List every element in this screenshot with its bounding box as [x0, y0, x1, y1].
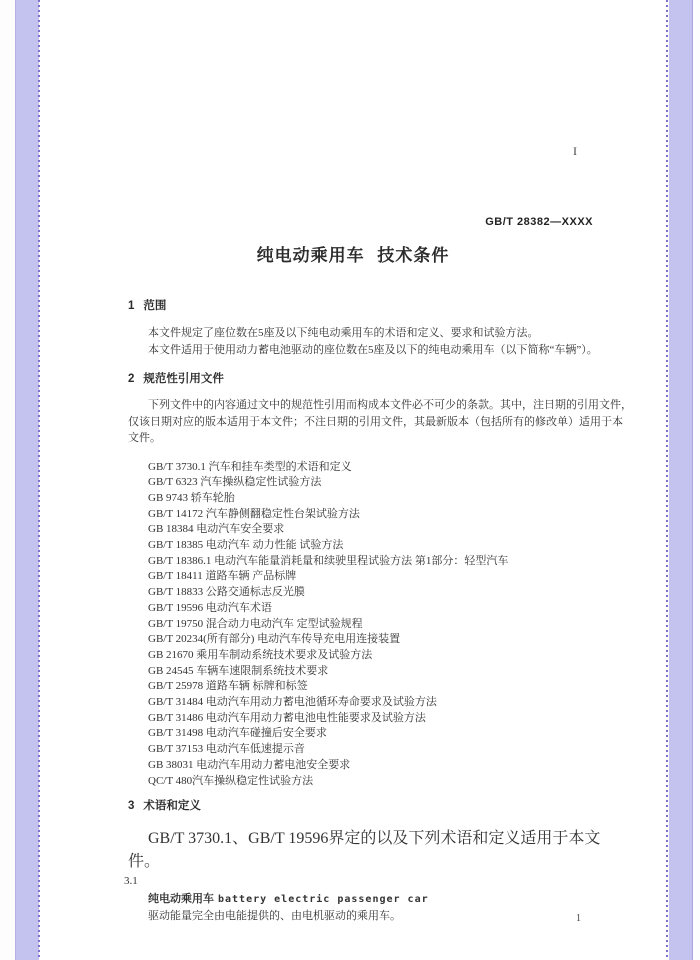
- section-heading: [128, 299, 630, 313]
- paragraph: 本文件规定了座位数在5座及以下纯电动乘用车的术语和定义、要求和试验方法。: [148, 327, 539, 339]
- reference-item: GB/T 31484 电动汽车用动力蓄电池循环寿命要求及试验方法: [148, 696, 437, 709]
- binding-band-right: [669, 0, 693, 960]
- reference-item: GB/T 3730.1 汽车和挂车类型的术语和定义: [148, 460, 352, 473]
- reference-item: GB/T 6323 汽车操纵稳定性试验方法: [148, 476, 322, 489]
- term-name-en: battery electric passenger car: [218, 893, 429, 905]
- front-matter-page-marker: I: [573, 144, 577, 158]
- scope-paragraphs: [128, 325, 630, 358]
- term-name-zh: 纯电动乘用车: [148, 892, 214, 905]
- reference-item: GB/T 25978 道路车辆 标牌和标签: [148, 680, 308, 693]
- reference-item: GB/T 18833 公路交通标志反光膜: [148, 586, 305, 599]
- paragraph-line: 仅该日期对应的版本适用于本文件；不注日期的引用文件，其最新版本（包括所有的修改单）适用于本: [128, 415, 623, 428]
- section-heading-label: 术语和定义: [143, 800, 201, 812]
- binding-band-left: [15, 0, 39, 960]
- term-number: 3.1: [124, 875, 138, 887]
- reference-item: GB 18384 电动汽车安全要求: [148, 523, 285, 536]
- section-number: 3: [128, 800, 135, 812]
- page-number: 1: [576, 913, 581, 924]
- section-scope: [128, 299, 630, 358]
- reference-item: GB/T 18411 道路车辆 产品标牌: [148, 570, 297, 583]
- perforation-line-right: [666, 0, 668, 960]
- reference-item: GB 38031 电动汽车用动力蓄电池安全要求: [148, 758, 351, 771]
- s3-intro: GB/T 3730.1、GB/T 19596界定的以及下列术语和定义适用于本文件。: [128, 830, 601, 870]
- document-page: [40, 0, 666, 960]
- section-number: 1: [128, 300, 135, 312]
- reference-item: GB/T 20234(所有部分) 电动汽车传导充电用连接装置: [148, 633, 401, 646]
- section-heading-label: 范围: [143, 300, 167, 312]
- reference-item: GB/T 14172 汽车静侧翻稳定性台架试验方法: [148, 507, 360, 520]
- paragraph: 本文件适用于使用动力蓄电池驱动的座位数在5座及以下的纯电动乘用车（以下简称“车辆”）。: [148, 343, 598, 356]
- section-normative-references: [128, 372, 630, 789]
- reference-list: [128, 460, 630, 790]
- section-heading-label: 规范性引用文件: [143, 373, 224, 385]
- reference-item: GB/T 18386.1 电动汽车能量消耗量和续驶里程试验方法 第1部分：轻型汽车: [148, 554, 509, 567]
- reference-item: GB 9743 轿车轮胎: [148, 491, 235, 504]
- s2-intro: [128, 397, 630, 447]
- term-name: [128, 890, 630, 909]
- paragraph-line: 文件。: [128, 432, 161, 444]
- paragraph-line: 下列文件中的内容通过文中的规范性引用而构成本文件必不可少的条款。其中，注日期的引用文件，: [148, 399, 632, 411]
- section-terms-definitions: [124, 799, 630, 925]
- reference-item: GB 21670 乘用车制动系统技术要求及试验方法: [148, 648, 373, 661]
- reference-item: GB/T 31498 电动汽车碰撞后安全要求: [148, 727, 327, 740]
- section-heading: [128, 799, 630, 813]
- reference-item: GB 24545 车辆车速限制系统技术要求: [148, 664, 329, 677]
- reference-item: GB/T 18385 电动汽车 动力性能 试验方法: [148, 539, 344, 552]
- document-title: 纯电动乘用车 技术条件: [256, 246, 450, 265]
- standard-code: GB/T 28382—XXXX: [485, 216, 593, 228]
- reference-item: QC/T 480汽车操纵稳定性试验方法: [148, 774, 314, 787]
- term-definition: 驱动能量完全由电能提供的、由电机驱动的乘用车。: [148, 910, 401, 922]
- reference-item: GB/T 37153 电动汽车低速提示音: [148, 743, 305, 756]
- section-heading: [128, 372, 630, 386]
- reference-item: GB/T 31486 电动汽车用动力蓄电池电性能要求及试验方法: [148, 711, 426, 724]
- section-number: 2: [128, 373, 135, 385]
- term-entry: [124, 873, 630, 925]
- reference-item: GB/T 19596 电动汽车术语: [148, 601, 272, 614]
- reference-item: GB/T 19750 混合动力电动汽车 定型试验规程: [148, 617, 363, 630]
